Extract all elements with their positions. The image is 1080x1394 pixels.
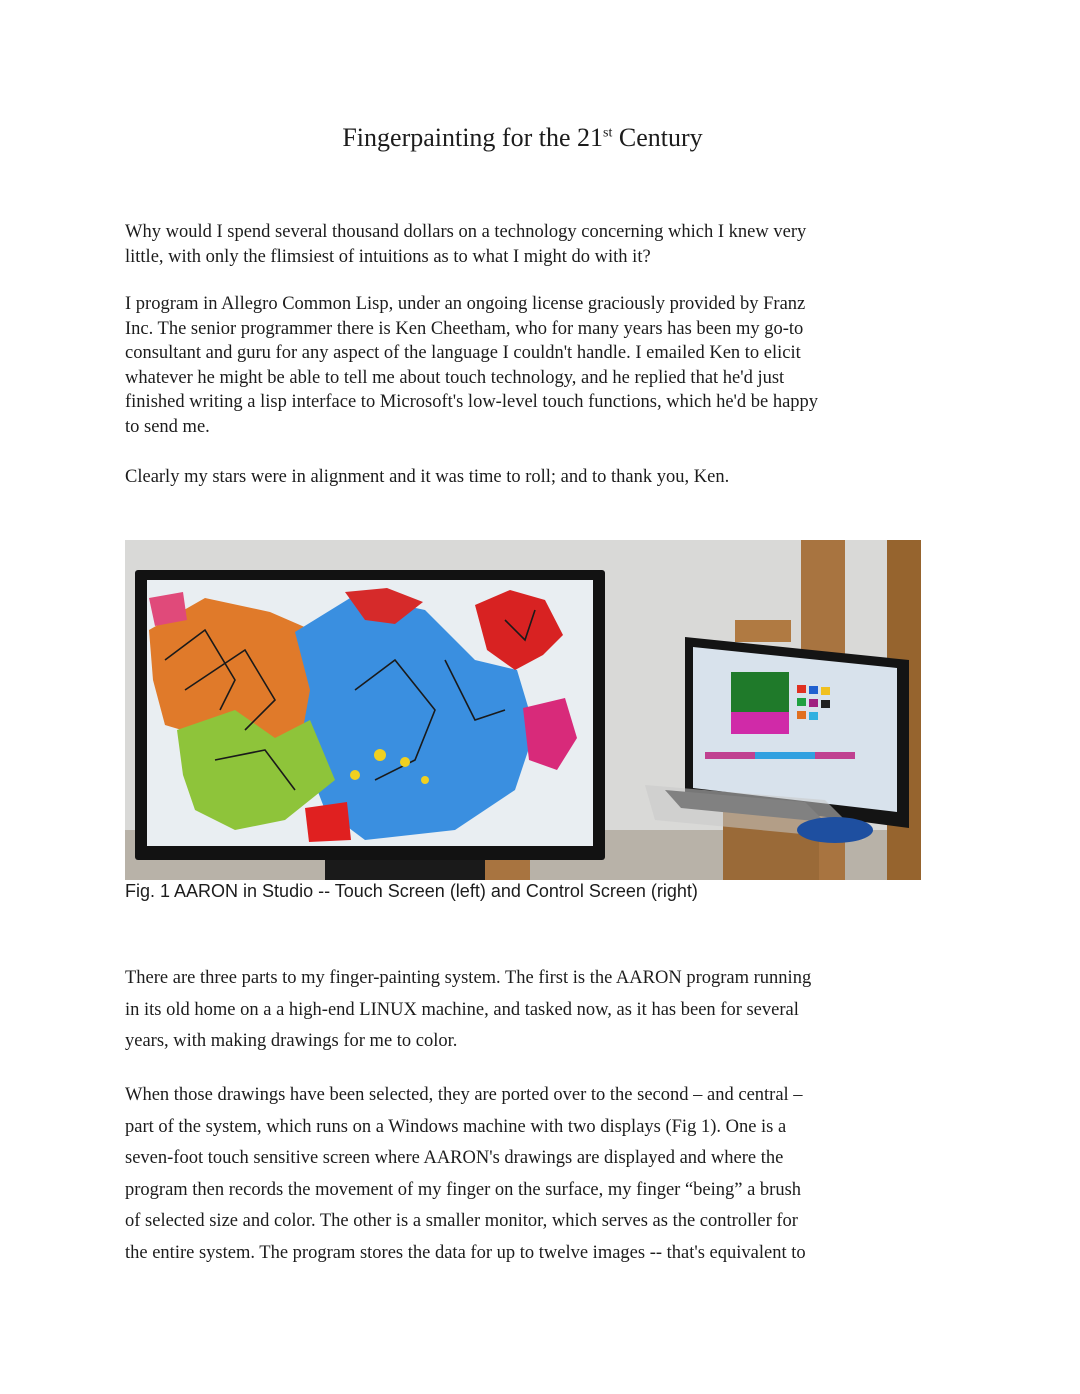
text-line: little, with only the flimsiest of intuitions as to what I might do with it? <box>125 247 651 267</box>
text-line: part of the system, which runs on a Windows machine with two displays (Fig 1). One is a <box>125 1116 787 1137</box>
text-line: in its old home on a a high-end LINUX machine, and tasked now, as it has been for several <box>125 999 799 1020</box>
text-line: seven-foot touch sensitive screen where AARON's drawings are displayed and where the <box>125 1148 784 1169</box>
paragraph-5 <box>125 1080 925 1270</box>
paragraph-1 <box>125 220 925 270</box>
text-line: of selected size and color. The other is a smaller monitor, which serves as the controller for <box>125 1211 798 1232</box>
studio-photo <box>125 540 921 880</box>
figure-caption: Fig. 1 AARON in Studio -- Touch Screen (left) and Control Screen (right) <box>125 881 698 901</box>
title-text: Fingerpainting for the 21 <box>342 123 604 152</box>
swatch <box>821 687 830 695</box>
text-line: When those drawings have been selected, they are ported over to the second – and central – <box>125 1085 803 1105</box>
text-line: There are three parts to my finger-painting system. The first is the AARON program running <box>125 968 812 988</box>
text-line: program then records the movement of my finger on the surface, my finger “being” a brush <box>125 1179 802 1200</box>
text-line: whatever he might be able to tell me about touch technology, and he replied that he'd just <box>125 367 785 388</box>
swatch <box>797 698 806 706</box>
wood-shelf <box>735 620 791 642</box>
text-line: Inc. The senior programmer there is Ken Cheetham, who for many years has been my go-to <box>125 318 804 339</box>
red-paint-bottom <box>305 802 351 842</box>
swatch <box>809 686 818 694</box>
document-title <box>0 123 1045 153</box>
yellow-dot <box>421 776 429 784</box>
color-preview-magenta <box>731 712 789 734</box>
title-superscript: st <box>603 125 613 141</box>
yellow-dot <box>350 770 360 780</box>
text-line: the entire system. The program stores the data for up to twelve images -- that's equivalent to <box>125 1242 806 1263</box>
text-line: Why would I spend several thousand dollars on a technology concerning which I knew very <box>125 222 807 242</box>
yellow-dot <box>400 757 410 767</box>
swatch <box>797 711 806 719</box>
pink-paint <box>149 592 187 626</box>
title-text-end: Century <box>612 123 703 152</box>
paragraph-2 <box>125 292 925 440</box>
swatch <box>809 699 818 707</box>
swatch <box>821 700 830 708</box>
text-line: finished writing a lisp interface to Microsoft's low-level touch functions, which he'd be happy <box>125 392 819 413</box>
text-line: I program in Allegro Common Lisp, under an ongoing license graciously provided by Franz <box>125 294 806 314</box>
paragraph-3 <box>125 465 925 490</box>
swatch <box>809 712 818 720</box>
control-screen <box>693 647 897 812</box>
text-line: consultant and guru for any aspect of the language I couldn't handle. I emailed Ken to elicit <box>125 343 801 364</box>
color-preview-green <box>731 672 789 712</box>
paragraph-4 <box>125 963 925 1058</box>
text-line: Clearly my stars were in alignment and it was time to roll; and to thank you, Ken. <box>125 467 730 487</box>
text-line: years, with making drawings for me to color. <box>125 1031 458 1051</box>
swatch <box>797 685 806 693</box>
yellow-dot <box>374 749 386 761</box>
text-line: to send me. <box>125 416 210 437</box>
mouse-pad <box>797 817 873 843</box>
color-spectrum-overlay <box>755 752 815 759</box>
